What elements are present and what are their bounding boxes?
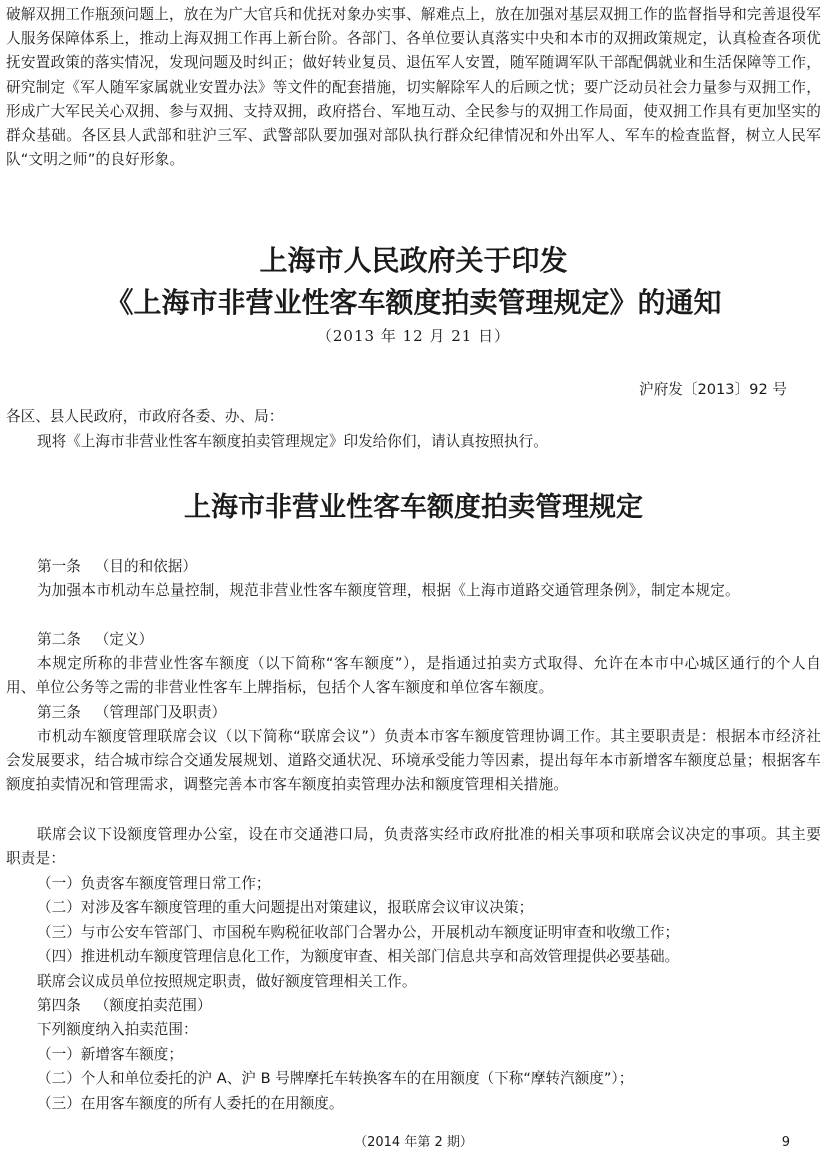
notice-date: （2013 年 12 月 21 日） (316, 327, 511, 345)
article-heading (6, 994, 821, 1018)
intro-paragraph: 破解双拥工作瓶颈问题上，放在为广大官兵和优抚对象办实事、解难点上，放在加强对基层双拥工作的监督指导和完善退役军人服务保障体系上，推动上海双拥工作再上新台阶。各部门、各单位要认真落实中央和本市的双拥政策规定，认真检查各项优抚安置政策的落实情况，发现问题及时纠正；做好转业复员、退伍军人安置，随军随调军队干部配偶就业和生活保障等工作，研究制定《军人随军家属就业安置办法》等文件的配套措施，切实解除军人的后顾之忧；要广泛动员社会力量参与双拥工作，形成广大军民关心双拥、参与双拥、支持双拥，政府搭台、军地互动、全民参与的双拥工作局面，使双拥工作具有更加坚实的群众基础。各区县人武部和驻沪三军、武警部队要加强对部队执行群众纪律情况和外出军人、军车的检查监督，树立人民军队“文明之师”的良好形象。 (6, 6, 821, 169)
list-item: （一）负责客车额度管理日常工作； (37, 875, 271, 892)
issue-footer: （2014 年第 2 期） (354, 1135, 473, 1150)
article-text: 联席会议成员单位按照规定职责，做好额度管理相关工作。 (37, 973, 417, 990)
list-item: （三）与市公安车管部门、市国税车购税征收部门合署办公，开展机动车额度证明审查和收缴工作； (37, 924, 680, 941)
notice-title-line2: 《上海市非营业性客车额度拍卖管理规定》的通知 (105, 286, 722, 319)
list-item: （三）在用客车额度的所有人委托的在用额度。 (37, 1095, 344, 1112)
list-item: （四）推进机动车额度管理信息化工作，为额度审查、相关部门信息共享和高效管理提供必要基础。 (37, 948, 680, 965)
article-label: 第三条 (37, 704, 81, 721)
article-text: 市机动车额度管理联席会议（以下简称“联席会议”）负责本市客车额度管理协调工作。其主要职责是：根据本市经济社会发展要求，结合城市综合交通发展规划、道路交通状况、环境承受能力等因素，提出每年本市新增客车额度总量；根据客车额度拍卖情况和管理需求，调整完善本市客车额度拍卖管理办法和额度管理相关措施。 (6, 728, 821, 794)
article-heading-text: （管理部门及职责） (94, 704, 227, 721)
article-text: 为加强本市机动车总量控制，规范非营业性客车额度管理，根据《上海市道路交通管理条例》，制定本规定。 (37, 582, 740, 599)
article-text: 联席会议下设额度管理办公室，设在市交通港口局，负责落实经市政府批准的相关事项和联席会议决定的事项。其主要职责是： (6, 826, 821, 868)
article-heading-text: （定义） (94, 631, 154, 648)
list-item: （二）对涉及客车额度管理的重大问题提出对策建议，报联席会议审议决策； (37, 899, 534, 916)
article-text: 下列额度纳入拍卖范围： (37, 1021, 198, 1038)
article-heading-text: （目的和依据） (94, 558, 197, 575)
article-label: 第二条 (37, 631, 81, 648)
article-text: 本规定所称的非营业性客车额度（以下简称“客车额度”），是指通过拍卖方式取得、允许在本市中心城区通行的个人自用、单位公务等之需的非营业性客车上牌指标，包括个人客车额度和单位客车额度。 (6, 655, 821, 697)
article-heading (6, 701, 821, 725)
list-item: （二）个人和单位委托的沪 A、沪 B 号牌摩托车转换客车的在用额度（下称“摩转汽额度”）； (37, 1070, 634, 1087)
notice-recipients: 各区、县人民政府，市政府各委、办、局： (6, 408, 284, 425)
article-heading (6, 555, 821, 579)
article-label: 第四条 (37, 997, 81, 1014)
notice-body: 现将《上海市非营业性客车额度拍卖管理规定》印发给你们，请认真按照执行。 (37, 433, 548, 450)
notice-title-line1: 上海市人民政府关于印发 (259, 244, 568, 277)
article-heading-text: （额度拍卖范围） (94, 997, 212, 1014)
regulation-title: 上海市非营业性客车额度拍卖管理规定 (184, 492, 643, 523)
page-number: 9 (781, 1135, 790, 1150)
document-number: 沪府发〔2013〕92 号 (639, 381, 787, 398)
article-heading (6, 628, 821, 652)
list-item: （一）新增客车额度； (37, 1046, 183, 1063)
article-label: 第一条 (37, 558, 81, 575)
